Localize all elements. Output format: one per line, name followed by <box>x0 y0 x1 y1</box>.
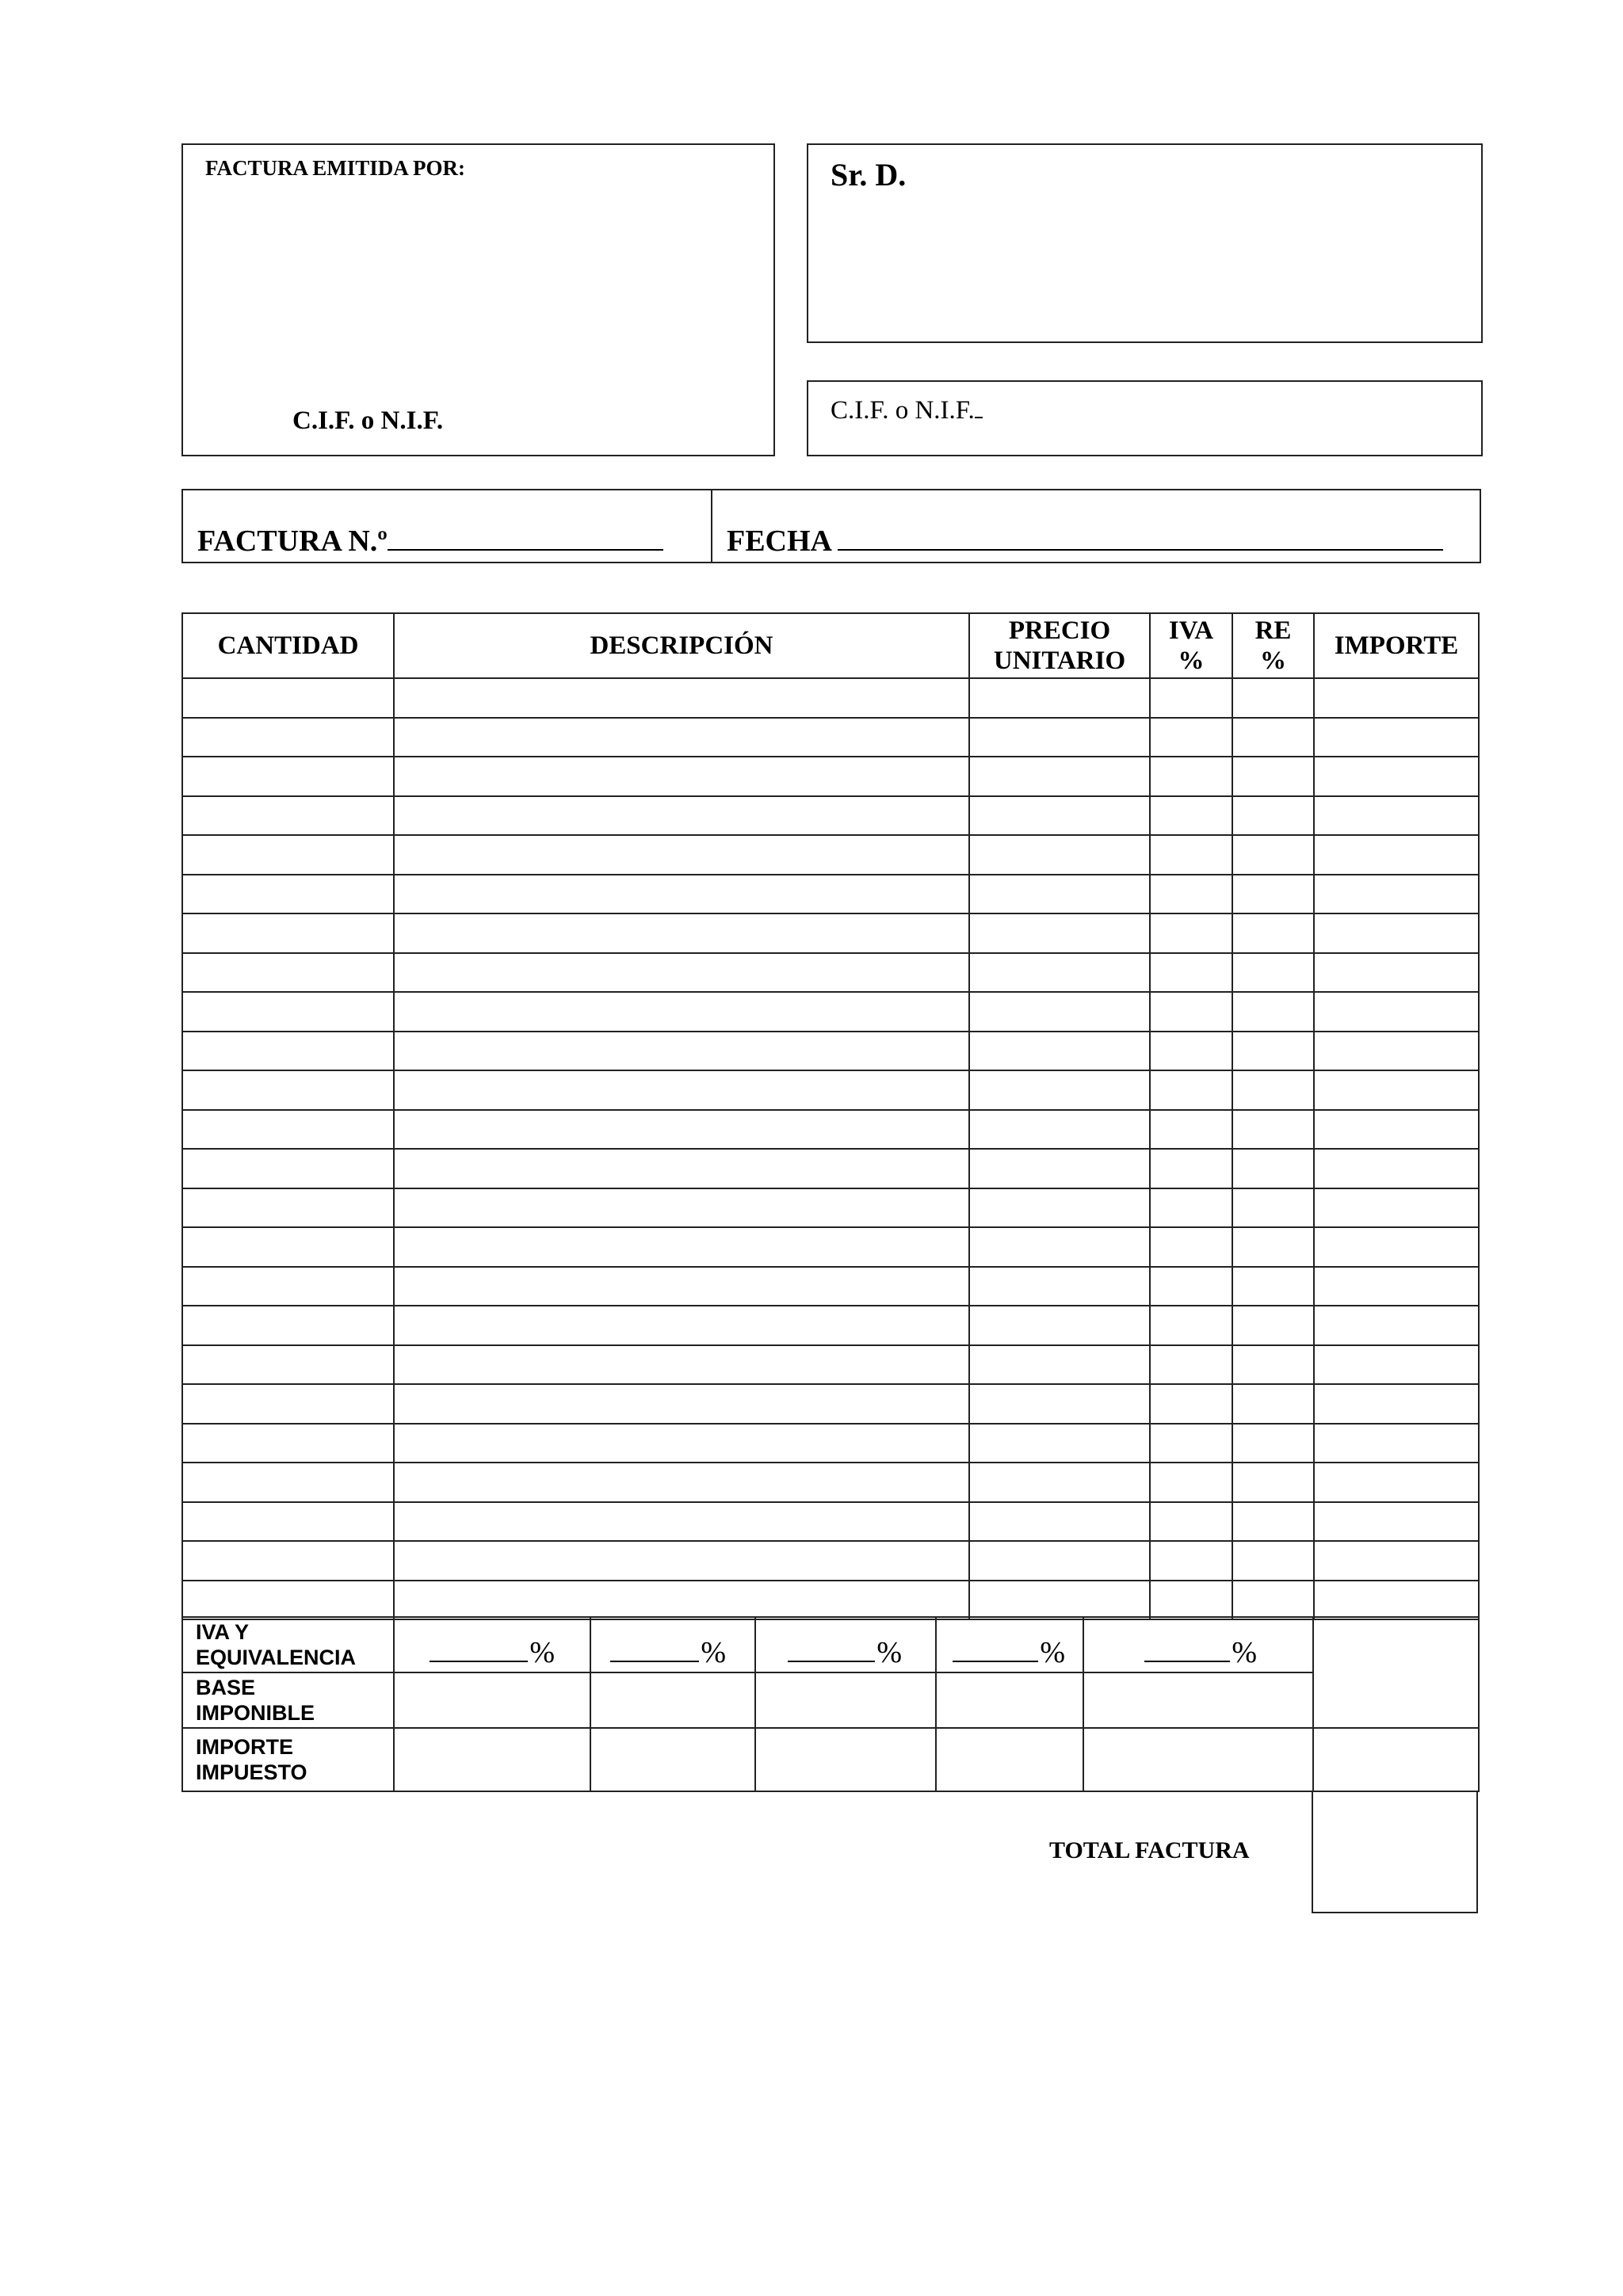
invoice-header-divider <box>711 490 712 562</box>
summary-right-cell-2[interactable] <box>1313 1728 1479 1791</box>
cell-precio[interactable] <box>969 1502 1150 1542</box>
cell-importe[interactable] <box>1314 1306 1479 1345</box>
table-row <box>182 1267 1479 1306</box>
invoice-number-field[interactable] <box>197 524 663 559</box>
cell-iva[interactable] <box>1150 875 1232 914</box>
cell-iva[interactable] <box>1150 1502 1232 1542</box>
header-iva: IVA % <box>1150 613 1232 678</box>
base-cell-5[interactable] <box>1083 1672 1313 1728</box>
cell-descripcion[interactable] <box>394 835 969 875</box>
cell-precio[interactable] <box>969 1424 1150 1463</box>
cell-re[interactable] <box>1232 1110 1314 1150</box>
cell-importe[interactable] <box>1314 1032 1479 1071</box>
issuer-cif-label: C.I.F. o N.I.F. <box>292 406 444 435</box>
cell-cantidad[interactable] <box>182 1188 394 1228</box>
header-re: RE % <box>1232 613 1314 678</box>
cell-descripcion[interactable] <box>394 1032 969 1071</box>
iva-rate-1[interactable]: % <box>394 1617 590 1672</box>
recipient-title: Sr. D. <box>831 157 907 193</box>
cell-re[interactable] <box>1232 1227 1314 1267</box>
table-row <box>182 1227 1479 1267</box>
cell-iva[interactable] <box>1150 913 1232 953</box>
issuer-title: FACTURA EMITIDA POR: <box>205 156 466 180</box>
table-row <box>182 678 1479 718</box>
cell-precio[interactable] <box>969 1581 1150 1620</box>
header-precio-unitario: PRECIO UNITARIO <box>969 613 1150 678</box>
cell-iva[interactable] <box>1150 1149 1232 1188</box>
table-row <box>182 1541 1479 1581</box>
cell-re[interactable] <box>1232 1581 1314 1620</box>
cell-descripcion[interactable] <box>394 1581 969 1620</box>
table-row <box>182 913 1479 953</box>
total-factura-box[interactable] <box>1312 1791 1478 1913</box>
cell-iva[interactable] <box>1150 1384 1232 1424</box>
cell-re[interactable] <box>1232 678 1314 718</box>
table-row <box>182 875 1479 914</box>
invoice-header-box <box>181 489 1481 563</box>
cell-re[interactable] <box>1232 1424 1314 1463</box>
base-cell-3[interactable] <box>755 1672 936 1728</box>
cell-re[interactable] <box>1232 875 1314 914</box>
table-row <box>182 1188 1479 1228</box>
table-row <box>182 953 1479 993</box>
cell-cantidad[interactable] <box>182 1267 394 1306</box>
cell-descripcion[interactable] <box>394 1070 969 1110</box>
cell-descripcion[interactable] <box>394 992 969 1032</box>
table-row <box>182 796 1479 836</box>
cell-iva[interactable] <box>1150 1463 1232 1502</box>
cell-precio[interactable] <box>969 1110 1150 1150</box>
cell-re[interactable] <box>1232 1384 1314 1424</box>
cell-precio[interactable] <box>969 875 1150 914</box>
cell-re[interactable] <box>1232 953 1314 993</box>
table-row <box>182 1581 1479 1620</box>
cell-precio[interactable] <box>969 992 1150 1032</box>
cell-re[interactable] <box>1232 796 1314 836</box>
cell-iva[interactable] <box>1150 1345 1232 1385</box>
cell-cantidad[interactable] <box>182 678 394 718</box>
cell-iva[interactable] <box>1150 1227 1232 1267</box>
cell-cantidad[interactable] <box>182 1227 394 1267</box>
cell-cantidad[interactable] <box>182 1502 394 1542</box>
cell-descripcion[interactable] <box>394 1188 969 1228</box>
cell-cantidad[interactable] <box>182 1149 394 1188</box>
summary-row-impuesto <box>182 1728 1479 1791</box>
base-cell-2[interactable] <box>590 1672 755 1728</box>
cell-descripcion[interactable] <box>394 1463 969 1502</box>
impuesto-cell-3[interactable] <box>755 1728 936 1791</box>
items-body <box>182 678 1479 1619</box>
cell-importe[interactable] <box>1314 1110 1479 1150</box>
table-row <box>182 1110 1479 1150</box>
cell-iva[interactable] <box>1150 1581 1232 1620</box>
cell-re[interactable] <box>1232 1463 1314 1502</box>
cell-iva[interactable] <box>1150 1188 1232 1228</box>
table-row <box>182 835 1479 875</box>
invoice-date-label: FECHA <box>727 524 831 558</box>
table-row <box>182 1032 1479 1071</box>
cell-cantidad[interactable] <box>182 1581 394 1620</box>
cell-precio[interactable] <box>969 913 1150 953</box>
cell-importe[interactable] <box>1314 992 1479 1032</box>
cell-cantidad[interactable] <box>182 1463 394 1502</box>
cell-precio[interactable] <box>969 1345 1150 1385</box>
cell-cantidad[interactable] <box>182 835 394 875</box>
cell-re[interactable] <box>1232 1502 1314 1542</box>
cell-cantidad[interactable] <box>182 953 394 993</box>
cell-importe[interactable] <box>1314 1541 1479 1581</box>
cell-re[interactable] <box>1232 1306 1314 1345</box>
iva-rate-2[interactable]: % <box>590 1617 755 1672</box>
cell-cantidad[interactable] <box>182 875 394 914</box>
cell-importe[interactable] <box>1314 953 1479 993</box>
invoice-date-field[interactable] <box>727 524 1443 559</box>
table-row <box>182 1463 1479 1502</box>
cell-descripcion[interactable] <box>394 757 969 796</box>
cell-importe[interactable] <box>1314 1424 1479 1463</box>
cell-descripcion[interactable] <box>394 678 969 718</box>
cell-re[interactable] <box>1232 1267 1314 1306</box>
cell-precio[interactable] <box>969 678 1150 718</box>
cell-precio[interactable] <box>969 1149 1150 1188</box>
summary-right-cell-1[interactable] <box>1313 1617 1479 1728</box>
cell-descripcion[interactable] <box>394 1541 969 1581</box>
cell-cantidad[interactable] <box>182 757 394 796</box>
cell-cantidad[interactable] <box>182 992 394 1032</box>
base-imponible-label: BASE IMPONIBLE <box>182 1672 394 1728</box>
cell-re[interactable] <box>1232 992 1314 1032</box>
cell-descripcion[interactable] <box>394 1306 969 1345</box>
cell-descripcion[interactable] <box>394 875 969 914</box>
summary-row-base <box>182 1672 1479 1728</box>
cell-precio[interactable] <box>969 796 1150 836</box>
cell-iva[interactable] <box>1150 1032 1232 1071</box>
cell-iva[interactable] <box>1150 1110 1232 1150</box>
cell-descripcion[interactable] <box>394 953 969 993</box>
cell-descripcion[interactable] <box>394 1227 969 1267</box>
recipient-box[interactable] <box>807 143 1483 343</box>
cell-iva[interactable] <box>1150 1424 1232 1463</box>
cell-precio[interactable] <box>969 1384 1150 1424</box>
recipient-cif-box[interactable] <box>807 380 1483 456</box>
cell-re[interactable] <box>1232 913 1314 953</box>
iva-rate-4[interactable]: % <box>936 1617 1083 1672</box>
cell-importe[interactable] <box>1314 678 1479 718</box>
cell-re[interactable] <box>1232 1032 1314 1071</box>
summary-row-iva <box>182 1617 1479 1672</box>
header-cantidad: CANTIDAD <box>182 613 394 678</box>
cell-precio[interactable] <box>969 1306 1150 1345</box>
cell-precio[interactable] <box>969 1541 1150 1581</box>
impuesto-cell-5[interactable] <box>1083 1728 1313 1791</box>
cell-cantidad[interactable] <box>182 1384 394 1424</box>
cell-re[interactable] <box>1232 1541 1314 1581</box>
cell-importe[interactable] <box>1314 1267 1479 1306</box>
importe-impuesto-label: IMPORTE IMPUESTO <box>182 1728 394 1791</box>
table-row <box>182 1306 1479 1345</box>
cell-cantidad[interactable] <box>182 1032 394 1071</box>
cell-iva[interactable] <box>1150 718 1232 757</box>
base-cell-4[interactable] <box>936 1672 1083 1728</box>
iva-rate-5[interactable]: % <box>1083 1617 1313 1672</box>
table-row <box>182 1070 1479 1110</box>
cell-re[interactable] <box>1232 1149 1314 1188</box>
cell-descripcion[interactable] <box>394 1345 969 1385</box>
cell-cantidad[interactable] <box>182 1306 394 1345</box>
header-descripcion: DESCRIPCIÓN <box>394 613 969 678</box>
cell-importe[interactable] <box>1314 1463 1479 1502</box>
cell-precio[interactable] <box>969 835 1150 875</box>
cell-re[interactable] <box>1232 757 1314 796</box>
table-row <box>182 1149 1479 1188</box>
impuesto-cell-1[interactable] <box>394 1728 590 1791</box>
cell-descripcion[interactable] <box>394 1149 969 1188</box>
cell-iva[interactable] <box>1150 796 1232 836</box>
cell-importe[interactable] <box>1314 1070 1479 1110</box>
cell-cantidad[interactable] <box>182 1110 394 1150</box>
cell-precio[interactable] <box>969 757 1150 796</box>
cell-precio[interactable] <box>969 718 1150 757</box>
cell-descripcion[interactable] <box>394 1110 969 1150</box>
cell-re[interactable] <box>1232 835 1314 875</box>
recipient-cif-label: C.I.F. o N.I.F. <box>831 393 983 425</box>
cell-cantidad[interactable] <box>182 1345 394 1385</box>
cell-precio[interactable] <box>969 1463 1150 1502</box>
cell-descripcion[interactable] <box>394 1267 969 1306</box>
cell-descripcion[interactable] <box>394 1424 969 1463</box>
cell-importe[interactable] <box>1314 796 1479 836</box>
items-table <box>181 612 1480 1620</box>
table-row <box>182 1345 1479 1385</box>
cell-cantidad[interactable] <box>182 1541 394 1581</box>
cell-importe[interactable] <box>1314 875 1479 914</box>
cell-precio[interactable] <box>969 1032 1150 1071</box>
cell-iva[interactable] <box>1150 1267 1232 1306</box>
items-header-row <box>182 613 1479 678</box>
cell-re[interactable] <box>1232 1188 1314 1228</box>
cell-precio[interactable] <box>969 1070 1150 1110</box>
table-row <box>182 757 1479 796</box>
impuesto-cell-2[interactable] <box>590 1728 755 1791</box>
cell-precio[interactable] <box>969 953 1150 993</box>
cell-importe[interactable] <box>1314 913 1479 953</box>
cell-importe[interactable] <box>1314 718 1479 757</box>
table-row <box>182 1384 1479 1424</box>
cell-iva[interactable] <box>1150 678 1232 718</box>
table-row <box>182 1502 1479 1542</box>
cell-importe[interactable] <box>1314 1384 1479 1424</box>
cell-iva[interactable] <box>1150 1541 1232 1581</box>
cell-descripcion[interactable] <box>394 796 969 836</box>
cell-cantidad[interactable] <box>182 796 394 836</box>
cell-descripcion[interactable] <box>394 1502 969 1542</box>
invoice-number-label: FACTURA N.º <box>197 524 388 558</box>
cell-precio[interactable] <box>969 1227 1150 1267</box>
table-row <box>182 718 1479 757</box>
cell-importe[interactable] <box>1314 757 1479 796</box>
cell-iva[interactable] <box>1150 992 1232 1032</box>
cell-re[interactable] <box>1232 1070 1314 1110</box>
cell-importe[interactable] <box>1314 1502 1479 1542</box>
cell-re[interactable] <box>1232 1345 1314 1385</box>
cell-iva[interactable] <box>1150 757 1232 796</box>
cell-importe[interactable] <box>1314 1581 1479 1620</box>
cell-importe[interactable] <box>1314 835 1479 875</box>
issuer-box <box>181 143 775 456</box>
iva-equivalencia-label: IVA Y EQUIVALENCIA <box>182 1617 394 1672</box>
cell-importe[interactable] <box>1314 1149 1479 1188</box>
cell-importe[interactable] <box>1314 1345 1479 1385</box>
impuesto-cell-4[interactable] <box>936 1728 1083 1791</box>
base-cell-1[interactable] <box>394 1672 590 1728</box>
cell-cantidad[interactable] <box>182 1070 394 1110</box>
cell-precio[interactable] <box>969 1188 1150 1228</box>
cell-cantidad[interactable] <box>182 718 394 757</box>
cell-precio[interactable] <box>969 1267 1150 1306</box>
cell-cantidad[interactable] <box>182 1424 394 1463</box>
cell-descripcion[interactable] <box>394 1384 969 1424</box>
table-row <box>182 1424 1479 1463</box>
cell-iva[interactable] <box>1150 1070 1232 1110</box>
total-factura-label: TOTAL FACTURA <box>1049 1837 1250 1863</box>
tax-summary-table <box>181 1616 1480 1792</box>
cell-descripcion[interactable] <box>394 913 969 953</box>
cell-iva[interactable] <box>1150 953 1232 993</box>
cell-importe[interactable] <box>1314 1188 1479 1228</box>
cell-iva[interactable] <box>1150 835 1232 875</box>
cell-cantidad[interactable] <box>182 913 394 953</box>
cell-descripcion[interactable] <box>394 718 969 757</box>
header-importe: IMPORTE <box>1314 613 1479 678</box>
cell-importe[interactable] <box>1314 1227 1479 1267</box>
table-row <box>182 992 1479 1032</box>
cell-iva[interactable] <box>1150 1306 1232 1345</box>
cell-re[interactable] <box>1232 718 1314 757</box>
iva-rate-3[interactable]: % <box>755 1617 936 1672</box>
